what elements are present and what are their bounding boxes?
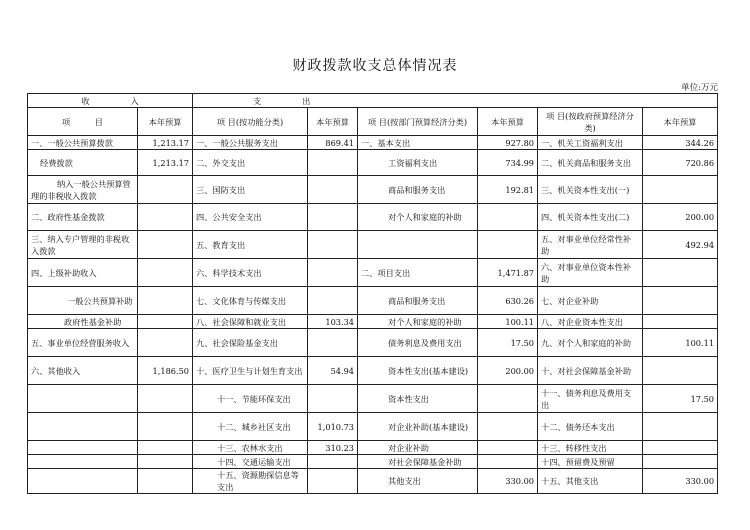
income-item [28,441,138,455]
func-value [308,455,358,469]
dept-value [478,204,538,231]
dept-value: 734.99 [478,150,538,176]
gov-value [643,357,718,385]
gov-value: 720.86 [643,150,718,176]
gov-value [643,287,718,315]
func-value: 103.34 [308,315,358,329]
dept-item: 二、项目支出 [358,259,478,287]
income-item: 三、纳入专户管理的非税收入拨款 [28,231,138,259]
func-item: 九、社会保险基金支出 [193,329,308,357]
dept-item: 对企业补助(基本建设) [358,413,478,441]
gov-item: 十五、其他支出 [538,469,643,494]
gov-value [643,259,718,287]
income-item: 二、政府性基金拨款 [28,204,138,231]
dept-value [478,455,538,469]
gov-value [643,413,718,441]
dept-value [478,441,538,455]
dept-item: 资本性支出(基本建设) [358,357,478,385]
dept-item: 对社会保障基金补助 [358,455,478,469]
gov-value [643,441,718,455]
section-header-row [28,94,718,108]
income-item [28,469,138,494]
func-value [308,385,358,413]
col-header-project: 项 目 [28,108,138,136]
gov-item: 九、对个人和家庭的补助 [538,329,643,357]
unit-label: 单位:万元 [681,83,718,93]
gov-item: 十、对社会保障基金补助 [538,357,643,385]
dept-value: 630.26 [478,287,538,315]
func-item: 三、国防支出 [193,176,308,204]
gov-item: 四、机关资本性支出(二) [538,204,643,231]
func-item: 六、科学技术支出 [193,259,308,287]
column-header-row [28,108,718,136]
dept-item: 对企业补助 [358,441,478,455]
func-value [308,469,358,494]
gov-item: 六、对事业单位资本性补助 [538,259,643,287]
table-row [28,150,718,176]
income-value: 1,213.17 [138,150,193,176]
func-value [308,231,358,259]
table-row [28,259,718,287]
dept-value: 192.81 [478,176,538,204]
income-value [138,204,193,231]
gov-item: 十二、债务还本支出 [538,413,643,441]
gov-value: 344.26 [643,136,718,150]
dept-item: 商品和服务支出 [358,287,478,315]
dept-item: 其他支出 [358,469,478,494]
gov-value [643,315,718,329]
gov-item: 十一、债务利息及费用支出 [538,385,643,413]
table-row [28,315,718,329]
col-header-budget: 本年预算 [138,108,193,136]
table-row [28,469,718,494]
table-row [28,287,718,315]
table-row [28,176,718,204]
gov-value [643,176,718,204]
income-item: 四、上级补助收入 [28,259,138,287]
func-item: 二、外交支出 [193,150,308,176]
income-value [138,259,193,287]
func-value [308,176,358,204]
dept-value [478,413,538,441]
income-value [138,385,193,413]
func-item: 十五、资源勘探信息等支出 [193,469,308,494]
dept-item: 资本性支出 [358,385,478,413]
income-value [138,231,193,259]
gov-item: 七、对企业补助 [538,287,643,315]
income-item [28,385,138,413]
table-row [28,441,718,455]
income-value [138,329,193,357]
func-item: 十二、城乡社区支出 [193,413,308,441]
gov-item: 十四、预留费及预留 [538,455,643,469]
gov-value: 100.11 [643,329,718,357]
income-item: 经费拨款 [28,150,138,176]
func-item: 十一、节能环保支出 [193,385,308,413]
dept-item: 一、基本支出 [358,136,478,150]
table-row [28,413,718,441]
func-item: 七、文化体育与传媒支出 [193,287,308,315]
gov-value: 492.94 [643,231,718,259]
func-item: 十三、农林水支出 [193,441,308,455]
gov-value [643,455,718,469]
dept-value: 1,471.87 [478,259,538,287]
func-value: 869.41 [308,136,358,150]
income-item [28,413,138,441]
table-row [28,357,718,385]
income-section-header: 收 入 [28,94,193,108]
dept-value [478,385,538,413]
dept-value: 330.00 [478,469,538,494]
gov-value: 17.50 [643,385,718,413]
func-item: 十、医疗卫生与计划生育支出 [193,357,308,385]
func-value [308,329,358,357]
func-item: 四、公共安全支出 [193,204,308,231]
dept-value [478,231,538,259]
gov-item: 三、机关资本性支出(一) [538,176,643,204]
col-header-budget: 本年预算 [308,108,358,136]
gov-value: 330.00 [643,469,718,494]
gov-item: 一、机关工资福利支出 [538,136,643,150]
income-value: 1,213.17 [138,136,193,150]
budget-table [27,93,718,494]
income-value [138,455,193,469]
dept-value: 17.50 [478,329,538,357]
income-value [138,413,193,441]
func-value [308,259,358,287]
table-row [28,204,718,231]
dept-item [358,231,478,259]
income-item: 六、其他收入 [28,357,138,385]
income-value [138,469,193,494]
dept-item: 对个人和家庭的补助 [358,315,478,329]
dept-item: 商品和服务支出 [358,176,478,204]
func-value: 310.23 [308,441,358,455]
income-value [138,441,193,455]
page-title: 财政拨款收支总体情况表 [292,58,458,74]
income-item [28,455,138,469]
table-row [28,455,718,469]
func-value: 54.94 [308,357,358,385]
col-header-func: 项 目(按功能分类) [193,108,308,136]
dept-item: 工资福利支出 [358,150,478,176]
func-value [308,204,358,231]
table-row [28,385,718,413]
income-item: 政府性基金补助 [28,315,138,329]
func-item: 五、教育支出 [193,231,308,259]
dept-value: 927.80 [478,136,538,150]
func-item: 十四、交通运输支出 [193,455,308,469]
func-item: 八、社会保障和就业支出 [193,315,308,329]
income-value [138,176,193,204]
gov-item: 五、对事业单位经常性补助 [538,231,643,259]
col-header-budget: 本年预算 [478,108,538,136]
income-value: 1,186.50 [138,357,193,385]
func-value: 1,010.73 [308,413,358,441]
dept-value: 100.11 [478,315,538,329]
func-value [308,287,358,315]
table-row [28,329,718,357]
dept-item: 债务利息及费用支出 [358,329,478,357]
gov-item: 八、对企业资本性支出 [538,315,643,329]
gov-item: 二、机关商品和服务支出 [538,150,643,176]
col-header-gov: 项 目(按政府预算经济分类) [538,108,643,136]
func-item: 一、一般公共服务支出 [193,136,308,150]
col-header-budget: 本年预算 [643,108,718,136]
func-value [308,150,358,176]
income-item: 一、一般公共预算拨款 [28,136,138,150]
col-header-dept: 项 目(按部门预算经济分类) [358,108,478,136]
income-item: 一般公共预算补助 [28,287,138,315]
table-row [28,136,718,150]
gov-item: 十三、转移性支出 [538,441,643,455]
gov-value: 200.00 [643,204,718,231]
income-value [138,315,193,329]
table-row [28,231,718,259]
dept-item: 对个人和家庭的补助 [358,204,478,231]
dept-value: 200.00 [478,357,538,385]
expense-section-header: 支 出 [193,94,718,108]
income-item: 纳入一般公共预算管理的非税收入拨款 [28,176,138,204]
income-value [138,287,193,315]
income-item: 五、事业单位经营服务收入 [28,329,138,357]
